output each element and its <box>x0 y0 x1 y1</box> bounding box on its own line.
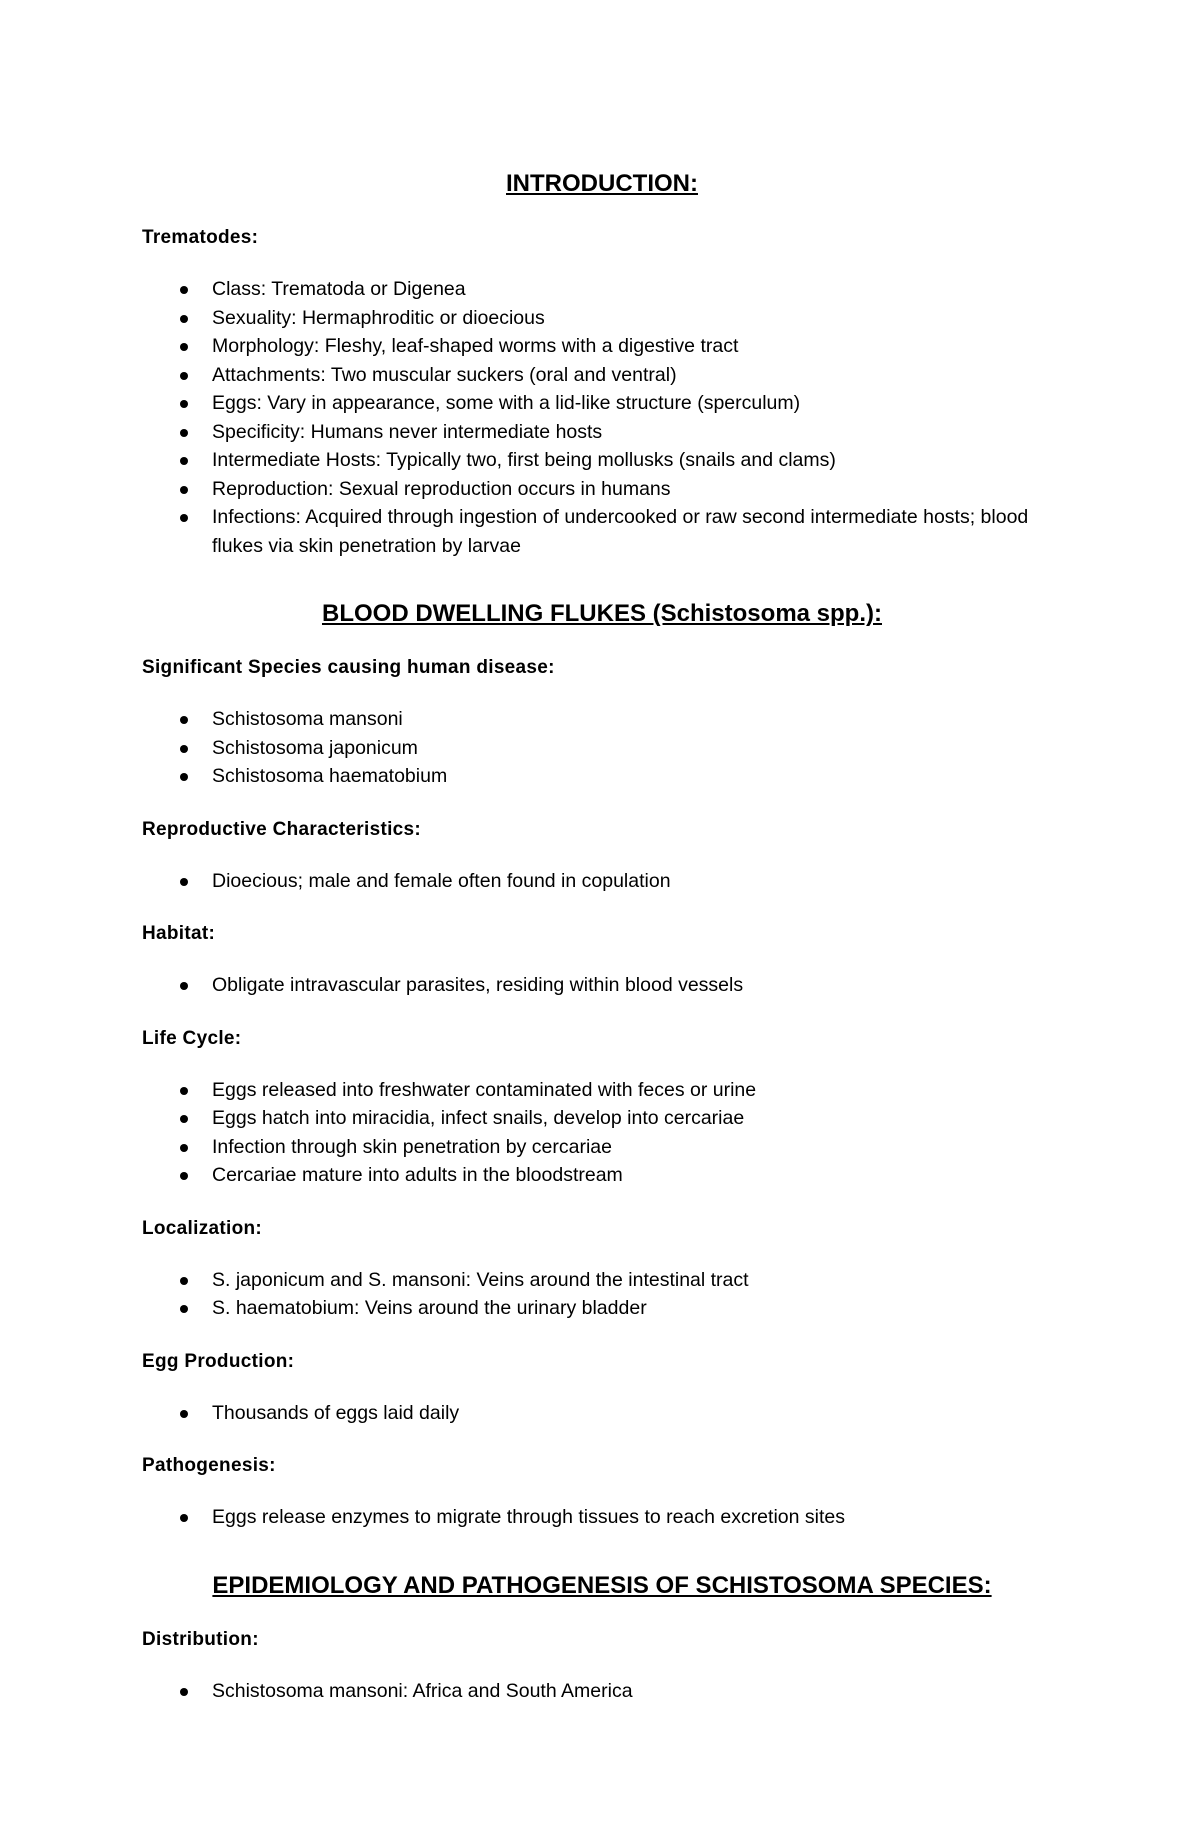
bullet-icon <box>180 1144 188 1152</box>
egg-production-list <box>142 1399 1062 1428</box>
bullet-icon <box>180 773 188 781</box>
bullet-icon <box>180 429 188 437</box>
list-item: Cercariae mature into adults in the bloodstream <box>142 1161 1062 1190</box>
list-item: Class: Trematoda or Digenea <box>142 275 1062 304</box>
habitat-heading: Habitat: <box>142 923 216 944</box>
bullet-icon <box>180 745 188 753</box>
trematodes-heading: Trematodes: <box>142 227 259 248</box>
bullet-icon <box>180 400 188 408</box>
list-item: Schistosoma mansoni: Africa and South America <box>142 1677 1062 1706</box>
list-item: Specificity: Humans never intermediate hosts <box>142 418 1062 447</box>
bullet-icon <box>180 1410 188 1418</box>
bullet-icon <box>180 457 188 465</box>
bullet-icon <box>180 878 188 886</box>
epidemiology-title: EPIDEMIOLOGY AND PATHOGENESIS OF SCHISTOSOMA SPECIES: <box>212 1571 992 1599</box>
bullet-icon <box>180 1688 188 1696</box>
list-item: Eggs released into freshwater contaminated with feces or urine <box>142 1076 1062 1105</box>
bullet-icon <box>180 1087 188 1095</box>
list-item: Dioecious; male and female often found in copulation <box>142 867 1062 896</box>
list-item: Intermediate Hosts: Typically two, first being mollusks (snails and clams) <box>142 446 1062 475</box>
list-item: Attachments: Two muscular suckers (oral and ventral) <box>142 361 1062 390</box>
bullet-icon <box>180 486 188 494</box>
list-item: Morphology: Fleshy, leaf-shaped worms with a digestive tract <box>142 332 1062 361</box>
list-item: S. haematobium: Veins around the urinary bladder <box>142 1294 1062 1323</box>
list-item: Schistosoma haematobium <box>142 762 1062 791</box>
reproductive-heading: Reproductive Characteristics: <box>142 818 422 840</box>
list-item: Eggs release enzymes to migrate through tissues to reach excretion sites <box>142 1503 1062 1532</box>
list-item: Reproduction: Sexual reproduction occurs in humans <box>142 475 1062 504</box>
list-item: Schistosoma japonicum <box>142 734 1062 763</box>
list-item: Eggs hatch into miracidia, infect snails, develop into cercariae <box>142 1104 1062 1133</box>
distribution-heading: Distribution: <box>142 1628 259 1650</box>
egg-production-heading: Egg Production: <box>142 1350 295 1372</box>
list-item: Thousands of eggs laid daily <box>142 1399 1062 1428</box>
list-item: Eggs: Vary in appearance, some with a lid-like structure (sperculum) <box>142 389 1062 418</box>
list-item: S. japonicum and S. mansoni: Veins around the intestinal tract <box>142 1266 1062 1295</box>
bullet-icon <box>180 1514 188 1522</box>
introduction-title: INTRODUCTION: <box>506 170 698 197</box>
localization-heading: Localization: <box>142 1217 263 1239</box>
list-item: Infections: Acquired through ingestion of undercooked or raw second intermediate hosts; blood flukes via skin penetration by larvae <box>142 503 1062 560</box>
habitat-list <box>142 971 1062 1000</box>
document-content <box>142 168 1062 1705</box>
bullet-icon <box>180 1172 188 1180</box>
species-list <box>142 705 1062 791</box>
list-item: Schistosoma mansoni <box>142 705 1062 734</box>
list-item: Sexuality: Hermaphroditic or dioecious <box>142 304 1062 333</box>
life-cycle-heading: Life Cycle: <box>142 1027 242 1049</box>
blood-flukes-title: BLOOD DWELLING FLUKES (Schistosoma spp.): <box>321 600 882 627</box>
bullet-icon <box>180 1305 188 1313</box>
bullet-icon <box>180 372 188 380</box>
bullet-icon <box>180 716 188 724</box>
bullet-icon <box>180 315 188 323</box>
life-cycle-list <box>142 1076 1062 1190</box>
distribution-list <box>142 1677 1062 1706</box>
bullet-icon <box>180 1277 188 1285</box>
reproductive-list <box>142 867 1062 896</box>
list-item: Obligate intravascular parasites, residing within blood vessels <box>142 971 1062 1000</box>
list-item: Infection through skin penetration by cercariae <box>142 1133 1062 1162</box>
localization-list <box>142 1266 1062 1323</box>
bullet-icon <box>180 343 188 351</box>
bullet-icon <box>180 982 188 990</box>
bullet-icon <box>180 514 188 522</box>
bullet-icon <box>180 1115 188 1123</box>
pathogenesis-heading: Pathogenesis: <box>142 1455 276 1476</box>
pathogenesis-list <box>142 1503 1062 1532</box>
species-heading: Significant Species causing human disease: <box>142 657 555 678</box>
bullet-icon <box>180 286 188 294</box>
trematodes-list <box>142 275 1062 560</box>
